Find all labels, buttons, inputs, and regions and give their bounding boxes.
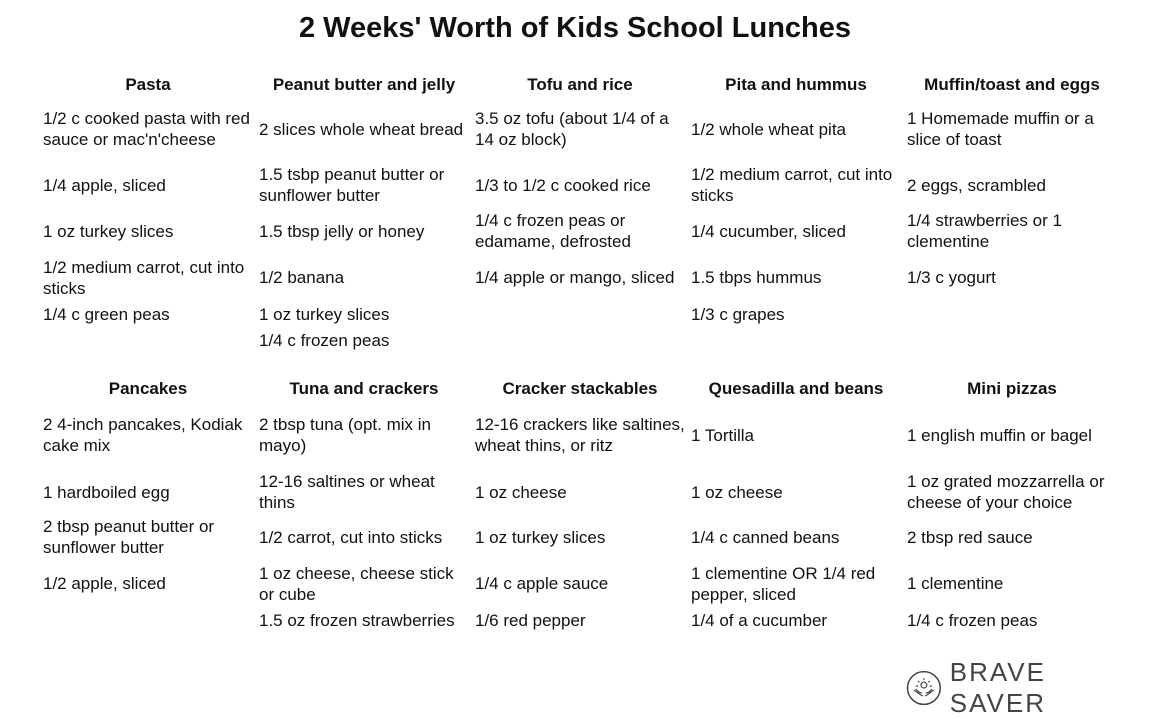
column-title: Quesadilla and beans <box>708 378 884 398</box>
lunch-table-week-2 <box>40 376 1120 634</box>
column-title: Tofu and rice <box>527 74 633 94</box>
hands-holding-coin-icon <box>906 670 942 706</box>
lunch-item: 1/4 apple or mango, sliced <box>475 268 675 287</box>
lunch-item: 3.5 oz tofu (about 1/4 of a 14 oz block) <box>475 109 669 149</box>
lunch-item: 1/4 c canned beans <box>691 527 840 547</box>
page-title: 2 Weeks' Worth of Kids School Lunches <box>298 12 852 44</box>
lunch-item <box>40 328 256 353</box>
lunch-item: 1/4 c apple sauce <box>475 574 609 593</box>
logo-text: BRAVE SAVER <box>949 657 1046 718</box>
lunch-item: 1 Homemade muffin or a slice of toast <box>907 109 1094 149</box>
lunch-item: 1/4 c green peas <box>43 305 170 324</box>
column-title: Pancakes <box>108 378 188 398</box>
lunch-item: 2 tbsp tuna (opt. mix in mayo) <box>259 415 431 455</box>
header-row <box>40 72 1120 96</box>
column-title: Muffin/toast and eggs <box>924 74 1100 94</box>
lunch-item: 1/2 medium carrot, cut into sticks <box>43 257 245 298</box>
lunch-item: 1/2 medium carrot, cut into sticks <box>691 165 893 205</box>
lunch-item: 1/3 c grapes <box>691 305 785 324</box>
lunch-item: 1/4 c frozen peas <box>907 611 1038 630</box>
lunch-item: 1 oz turkey slices <box>259 305 390 324</box>
lunch-item: 12-16 saltines or wheat thins <box>259 472 435 512</box>
column-title: Tuna and crackers <box>289 378 439 398</box>
table-row <box>40 470 1120 514</box>
lunch-item: 1/4 apple, sliced <box>43 175 166 195</box>
table-row <box>40 400 1120 470</box>
table-row <box>40 328 1120 353</box>
table-row <box>40 301 1120 328</box>
lunch-item: 1.5 tsbp peanut butter or sunflower butter <box>259 165 445 205</box>
lunch-item <box>472 301 688 328</box>
lunch-item: 12-16 crackers like saltines, wheat thins, or ritz <box>475 415 685 455</box>
brave-saver-logo <box>906 657 1150 719</box>
lunch-item: 1 oz cheese <box>691 482 783 502</box>
table-row <box>40 208 1120 254</box>
lunch-item <box>904 328 1120 353</box>
table-row <box>40 607 1120 634</box>
lunch-item: 1 Tortilla <box>691 425 754 445</box>
lunch-item: 2 slices whole wheat bread <box>259 119 464 139</box>
lunch-item: 1/6 red pepper <box>475 611 586 630</box>
lunch-item: 1/2 c cooked pasta with red sauce or mac'n'cheese <box>43 109 250 149</box>
column-title: Mini pizzas <box>967 378 1057 398</box>
lunch-item: 1/4 of a cucumber <box>691 611 828 630</box>
lunch-item: 2 tbsp red sauce <box>907 527 1033 547</box>
lunch-item <box>904 301 1120 328</box>
lunch-item: 1 oz grated mozzarrella or cheese of your choice <box>907 472 1105 512</box>
lunch-item: 1/4 c frozen peas or edamame, defrosted <box>475 211 631 251</box>
lunch-item: 1/4 strawberries or 1 clementine <box>907 211 1062 251</box>
lunch-item: 1 english muffin or bagel <box>907 425 1092 445</box>
lunch-item: 1/3 to 1/2 c cooked rice <box>475 175 651 195</box>
lunch-item: 1/4 c frozen peas <box>259 331 390 350</box>
header-row <box>40 376 1120 400</box>
lunch-item: 2 tbsp peanut butter or sunflower butter <box>43 517 215 557</box>
lunch-item: 1 oz turkey slices <box>43 221 174 241</box>
lunch-item: 1/4 cucumber, sliced <box>691 221 846 241</box>
lunch-item: 1/2 banana <box>259 268 345 287</box>
lunch-item: 1/2 whole wheat pita <box>691 119 846 139</box>
lunch-item: 1.5 oz frozen strawberries <box>259 611 455 630</box>
lunch-item: 1.5 tbps hummus <box>691 268 822 287</box>
lunch-table-week-1 <box>40 72 1120 353</box>
lunch-item: 2 4-inch pancakes, Kodiak cake mix <box>43 415 243 455</box>
table-row <box>40 254 1120 301</box>
lunch-item: 1.5 tbsp jelly or honey <box>259 221 425 241</box>
lunch-item <box>40 607 256 634</box>
lunch-item: 1 oz turkey slices <box>475 527 606 547</box>
lunch-item: 1/2 apple, sliced <box>43 574 166 593</box>
column-title: Pasta <box>125 74 171 94</box>
table-row <box>40 96 1120 162</box>
table-row <box>40 162 1120 208</box>
column-title: Peanut butter and jelly <box>272 74 456 94</box>
column-title: Pita and hummus <box>725 74 867 94</box>
lunch-item: 1 oz cheese, cheese stick or cube <box>259 563 454 604</box>
lunch-item <box>688 328 904 353</box>
lunch-item: 1 oz cheese <box>475 482 567 502</box>
lunch-item: 1/2 carrot, cut into sticks <box>259 527 443 547</box>
lunch-item: 1 clementine <box>907 574 1004 593</box>
lunch-item: 1 hardboiled egg <box>43 482 170 502</box>
lunch-item: 1 clementine OR 1/4 red pepper, sliced <box>691 563 876 604</box>
table-row <box>40 560 1120 607</box>
lunch-item: 2 eggs, scrambled <box>907 175 1046 195</box>
lunch-item <box>472 328 688 353</box>
lunch-item: 1/3 c yogurt <box>907 268 996 287</box>
table-row <box>40 514 1120 560</box>
column-title: Cracker stackables <box>502 378 658 398</box>
